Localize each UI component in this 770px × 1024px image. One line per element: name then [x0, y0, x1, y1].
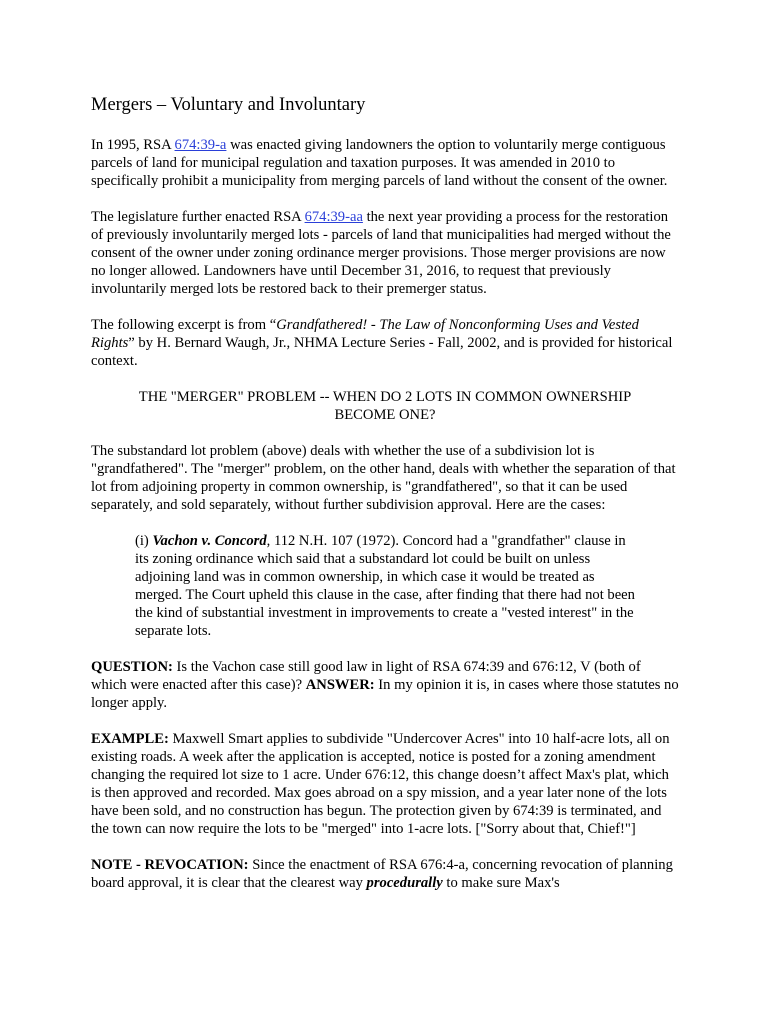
note-label: NOTE - REVOCATION:	[91, 857, 249, 873]
section-heading	[91, 388, 679, 424]
source-title: Grandfathered! - The Law of Nonconforming Uses and Vested Rights	[91, 317, 639, 351]
paragraph-legislature	[91, 208, 679, 298]
text-run: The legislature further enacted RSA	[91, 209, 305, 225]
paragraph-example	[91, 730, 679, 838]
text-run: In 1995, RSA	[91, 137, 175, 153]
question-label: QUESTION:	[91, 659, 173, 675]
paragraph-merger-problem: The substandard lot problem (above) deals with whether the use of a subdivision lot is "grandfathered". The "merger" problem, on the other hand, deals with whether the separation of that lot from adjoining property in common ownership, is "grandfathered", so that it can be used separately, and sold separately, without further subdivision approval. Here are the cases:	[91, 443, 676, 513]
paragraph-excerpt-source	[91, 316, 679, 370]
paragraph-question	[91, 658, 679, 712]
text-run: was enacted giving landowners the option to voluntarily merge contiguous parcels of land for municipal regulation and taxation purposes. It was amended in 2010 to specifically prohibit a municipality from merging parcels of land without the consent of the owner.	[91, 137, 668, 189]
text-run: Since the enactment of RSA 676:4-a, concerning revocation of planning board approval, it is clear that the clearest way	[91, 857, 673, 891]
case-name: Vachon v. Concord	[152, 533, 267, 549]
document-body	[91, 94, 679, 910]
text-run: (i)	[135, 533, 153, 549]
case-vachon	[135, 532, 639, 640]
rsa-674-39-aa-link[interactable]: 674:39-aa	[304, 209, 363, 225]
text-run: Maxwell Smart applies to subdivide "Undercover Acres" into 10 half-acre lots, all on existing roads. A week after the application is accepted, notice is posted for a zoning amendment changing the required lot size to 1 acre. Under 676:12, this change doesn’t affect Max's plat, which is then approved and recorded. Max goes abroad on a spy mission, and a year later none of the lots have been sold, and no construction has begun. The protection given by 674:39 is terminated, and the town can now require the lots to be "merged" into 1-acre lots. ["Sorry about that, Chief!"]	[91, 731, 670, 837]
section-heading-line: BECOME ONE?	[334, 407, 436, 423]
paragraph-note	[91, 856, 679, 892]
text-run: Is the Vachon case still good law in light of RSA 674:39 and 676:12, V (both of which were enacted after this case)?	[91, 659, 641, 693]
paragraph-intro	[91, 136, 679, 190]
example-label: EXAMPLE:	[91, 731, 169, 747]
section-heading-line: THE "MERGER" PROBLEM -- WHEN DO 2 LOTS IN COMMON OWNERSHIP	[138, 389, 632, 405]
text-run: , 112 N.H. 107 (1972). Concord had a "grandfather" clause in its zoning ordinance which said that a substandard lot could be built on unless adjoining land was in common ownership, in which case it would be treated as merged. The Court upheld this clause in the case, after finding that there had not been the kind of substantial investment in improvements to create a "vested interest" in the separate lots.	[135, 533, 635, 639]
rsa-674-39-a-link[interactable]: 674:39-a	[174, 137, 227, 153]
text-run: The following excerpt is from “	[91, 317, 277, 333]
text-run: the next year providing a process for the restoration of previously involuntarily merged lots - parcels of land that municipalities had merged without the consent of the owner under zoning ordinance merger provisions. Those merger provisions are now no longer allowed. Landowners have until December 31, 2016, to request that previously involuntarily merged lots be restored back to their premerger status.	[91, 209, 671, 297]
text-run: ” by H. Bernard Waugh, Jr., NHMA Lecture Series - Fall, 2002, and is provided for historical context.	[91, 335, 673, 369]
text-run: In my opinion it is, in cases where those statutes no longer apply.	[91, 677, 679, 711]
emphasis-text: procedurally	[366, 875, 443, 891]
text-run: to make sure Max's	[442, 875, 560, 891]
page-title: Mergers – Voluntary and Involuntary	[91, 95, 366, 115]
answer-label: ANSWER:	[305, 677, 375, 693]
